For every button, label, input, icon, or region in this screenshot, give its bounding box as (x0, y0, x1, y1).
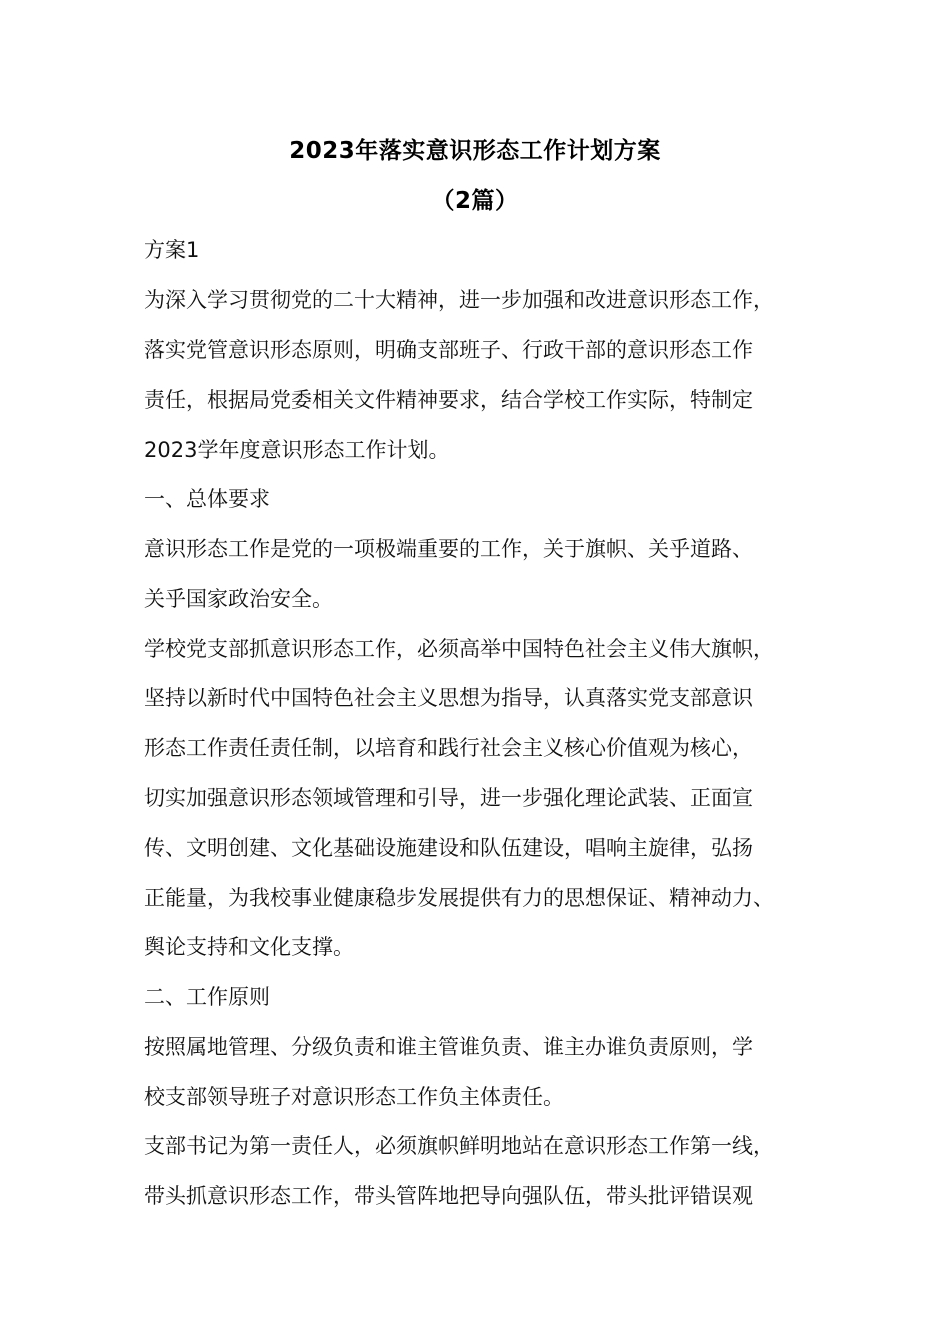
body-line: 学校党支部抓意识形态工作，必须高举中国特色社会主义伟大旗帜， (144, 637, 774, 661)
document-title: 2023年落实意识形态工作计划方案 (289, 138, 661, 164)
section-heading-general-requirements: 一、总体要求 (144, 487, 270, 511)
body-line: 责任，根据局党委相关文件精神要求，结合学校工作实际，特制定 (144, 388, 753, 412)
body-line: 坚持以新时代中国特色社会主义思想为指导，认真落实党支部意识 (144, 686, 753, 710)
body-line: 切实加强意识形态领域管理和引导，进一步强化理论武装、正面宣 (144, 786, 753, 810)
body-line: 2023学年度意识形态工作计划。 (144, 438, 450, 462)
body-line: 按照属地管理、分级负责和谁主管谁负责、谁主办谁负责原则，学 (144, 1035, 753, 1059)
body-line: 舆论支持和文化支撑。 (144, 935, 354, 959)
section-heading-work-principles: 二、工作原则 (144, 985, 270, 1009)
body-line: 意识形态工作是党的一项极端重要的工作，关于旗帜、关乎道路、 (144, 537, 753, 561)
body-line: 带头抓意识形态工作，带头管阵地把导向强队伍，带头批评错误观 (144, 1184, 753, 1208)
section-heading-plan-1: 方案1 (144, 238, 200, 262)
body-line: 正能量，为我校事业健康稳步发展提供有力的思想保证、精神动力、 (144, 886, 774, 910)
body-line: 关乎国家政治安全。 (144, 587, 333, 611)
body-line: 支部书记为第一责任人，必须旗帜鲜明地站在意识形态工作第一线， (144, 1134, 774, 1158)
body-line: 传、文明创建、文化基础设施建设和队伍建设，唱响主旋律，弘扬 (144, 836, 753, 860)
body-line: 落实党管意识形态原则，明确支部班子、行政干部的意识形态工作 (144, 338, 753, 362)
body-line: 为深入学习贯彻党的二十大精神，进一步加强和改进意识形态工作， (144, 288, 774, 312)
body-line: 形态工作责任责任制，以培育和践行社会主义核心价值观为核心， (144, 736, 753, 760)
document-subtitle: （2篇） (431, 188, 519, 214)
body-line: 校支部领导班子对意识形态工作负主体责任。 (144, 1085, 564, 1109)
